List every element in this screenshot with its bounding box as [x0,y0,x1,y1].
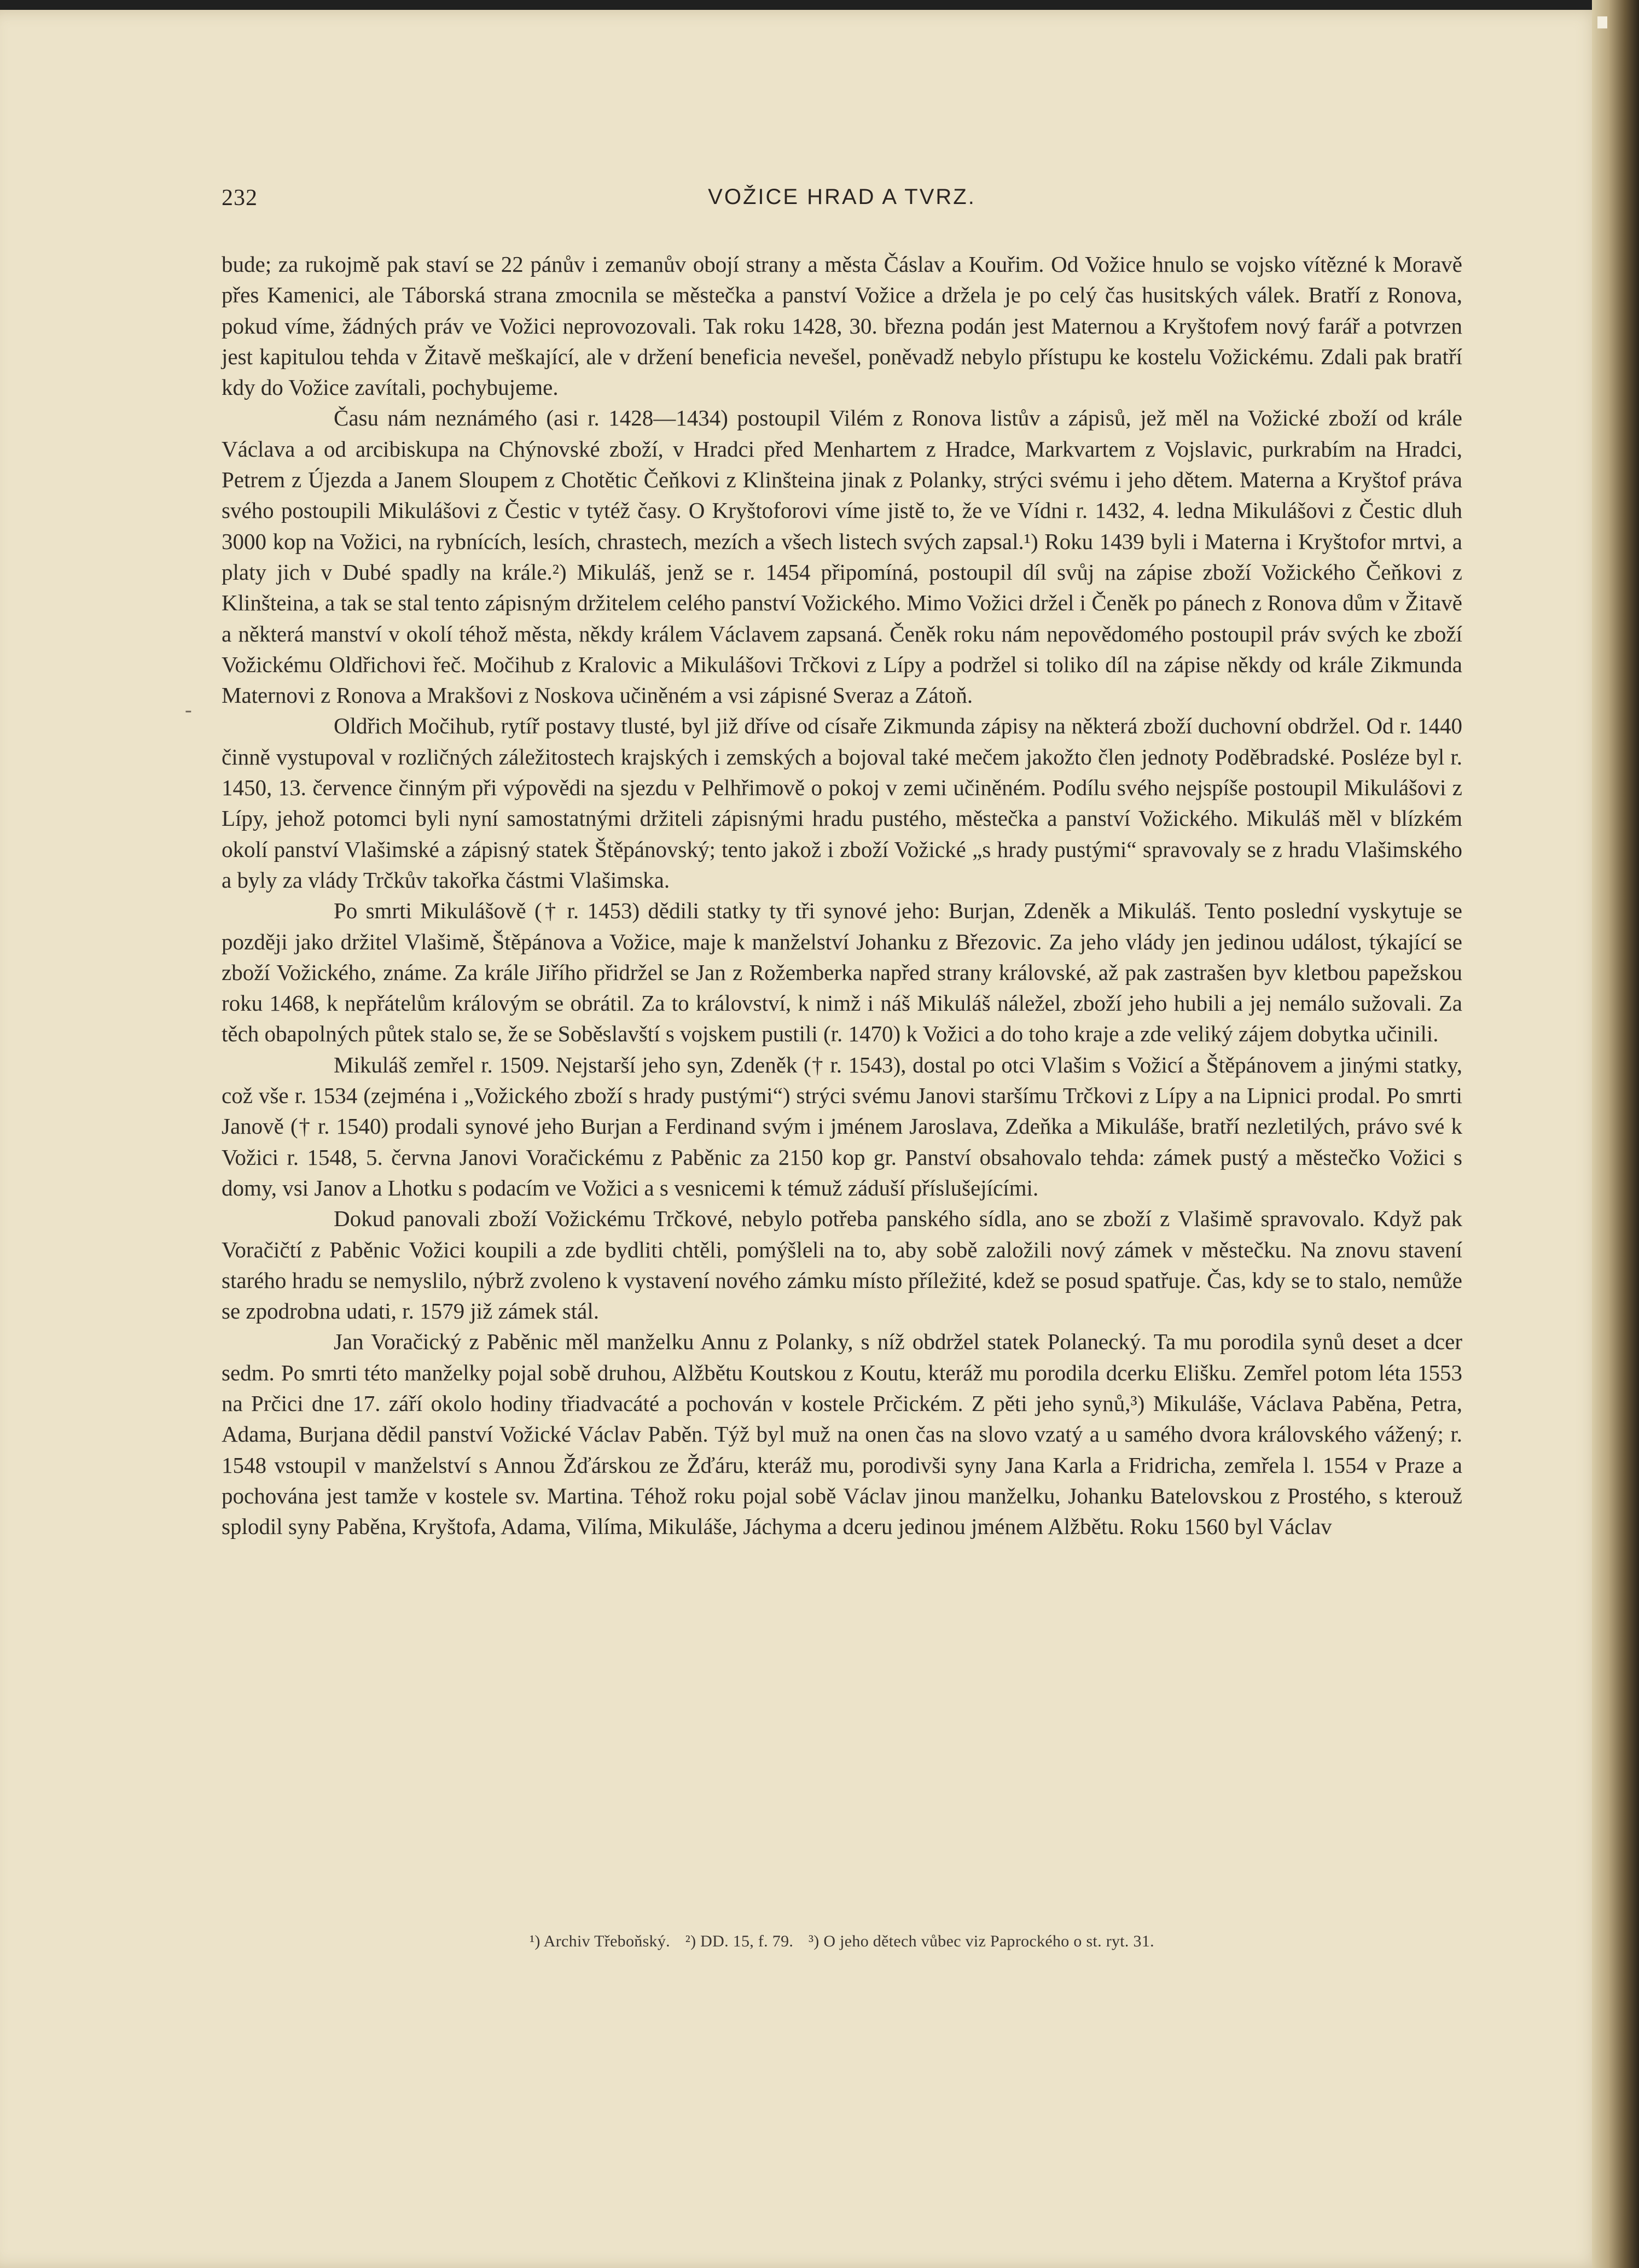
paragraph: Jan Voračický z Paběnic měl manželku Annu z Polanky, s níž obdržel statek Polanecký. Ta mu porodila synů deset a dcer sedm. Po smrti této manželky pojal sobě druhou, Alžbětu Koutskou z Koutu, kteráž mu porodila dcerku Elišku. Zemřel potom léta 1553 na Prčici dne 17. září okolo hodiny třiadvacáté a pochován v kostele Prčickém. Z pěti jeho synů,³) Mikuláše, Václava Paběna, Petra, Adama, Burjana dědil panství Vožické Václav Paběn. Týž byl muž na onen čas na slovo vzatý a u samého dvora královského vážený; r. 1548 vstoupil v manželství s Annou Žďárskou ze Žďáru, kteráž mu, porodivši syny Jana Karla a Fridricha, zemřela l. 1554 v Praze a pochována jest tamže v kostele sv. Martina. Téhož roku pojal sobě Václav jinou manželku, Johanku Batelovskou z Prostého, s kterouž splodil syny Paběna, Kryštofa, Adama, Vilíma, Mikuláše, Jáchyma a dceru jedinou jménem Alžbětu. Roku 1560 byl Václav [222,1329,1462,1540]
footnotes [222,1932,1462,1951]
footnote: ²) DD. 15, f. 79. [685,1932,794,1950]
paragraph: Dokud panovali zboží Vožickému Trčkové, nebylo potřeba panského sídla, ano se zboží z Vlašimě spravovalo. Když pak Voračičtí z Paběnic Vožici koupili a zde bydliti chtěli, pomýšleli na to, aby sobě založili nový zámek v městečku. Na znovu stavení starého hradu se nemyslilo, nýbrž zvoleno k vystavení nového zámku místo příležité, kdež se posud spatřuje. Čas, kdy se to stalo, nemůže se zpodrobna udati, r. 1579 již zámek stál. [222,1206,1462,1324]
footnote: ¹) Archiv Třeboňský. [530,1932,670,1950]
paragraph: Času nám neznámého (asi r. 1428—1434) postoupil Vilém z Ronova listův a zápisů, jež měl na Vožické zboží od krále Václava a od arcibiskupa na Chýnovské zboží, v Hradci před Menhartem z Hradce, Markvartem z Vojslavic, purkrabím na Hradci, Petrem z Újezda a Janem Sloupem z Chotětic Čeňkovi z Klinšteina jinak z Polanky, strýci svému i jeho dětem. Materna a Kryštof práva svého postoupili Mikulášovi z Čestic v tytéž časy. O Kryštoforovi víme jistě to, že ve Vídni r. 1432, 4. ledna Mikulášovi z Čestic dluh 3000 kop na Vožici, na rybnících, lesích, chrastech, mezích a všech listech svých zapsal.¹) Roku 1439 byli i Materna i Kryštofor mrtvi, a platy jich v Dubé spadly na krále.²) Mikuláš, jenž se r. 1454 připomíná, postoupil díl svůj na zápise zboží Vožického Čeňkovi z Klinšteina, a tak se stal tento zápisným držitelem celého panství Vožického. Mimo Vožici držel i Čeněk po pánech z Ronova dům v Žitavě a některá manství v okolí téhož města, někdy králem Václavem zapsaná. Čeněk roku nám nepovědomého postoupil práv svých ke zboží Vožickému Oldřichovi řeč. Močihub z Kralovic a Mikulášovi Trčkovi z Lípy a podržel si toliko díl na zápise někdy od krále Zikmunda Maternovi z Ronova a Mrakšovi z Noskova učiněném a vsi zápisné Sveraz a Zátoň. [222,405,1462,708]
running-head [222,185,1462,218]
paragraph: Mikuláš zemřel r. 1509. Nejstarší jeho syn, Zdeněk († r. 1543), dostal po otci Vlašim s Vožicí a Štěpánovem a jinými statky, což vše r. 1534 (zejména i „Vožického zboží s hrady pustými“) strýci svému Janovi staršímu Trčkovi z Lípy a na Lipnici prodal. Po smrti Janově († r. 1540) prodali synové jeho Burjan a Ferdinand svým i jménem Jaroslava, Zdeňka a Mikuláše, bratří nezletilých, právo své k Vožici r. 1548, 5. června Janovi Voračickému z Paběnic za 2150 kop gr. Panství obsahovalo tehda: zámek pustý a městečko Vožici s domy, vsi Janov a Lhotku s podacím ve Vožici a s vesnicemi k témuž záduší příslušejícími. [222,1052,1462,1200]
corner-tab [1597,16,1607,28]
paragraph: Po smrti Mikulášově († r. 1453) dědili statky ty tři synové jeho: Burjan, Zdeněk a Mikuláš. Tento poslední vyskytuje se později jako držitel Vlašimě, Štěpánova a Vožice, maje k manželství Johanku z Březovic. Za jeho vlády jen jedinou událost, týkající se zboží Vožického, známe. Za krále Jiřího přidržel se Jan z Rožemberka napřed strany královské, až pak zastrašen byv kletbou papežskou roku 1468, k nepřátelům královým se obrátil. Za to království, k nimž i náš Mikuláš náležel, zboží jeho hubili a jej nemálo sužovali. Za těch obapolných půtek stalo se, že se Soběslavští s vojskem pustili (r. 1470) k Vožici a do toho kraje a zde veliký zájem dobytka učinili. [222,898,1462,1047]
margin-mark: - [185,698,192,721]
page-title: VOŽICE HRAD A TVRZ. [708,185,976,209]
footnote: ³) O jeho dětech vůbec viz Paprockého o st. ryt. 31. [809,1932,1154,1950]
adjacent-page-edge [1592,0,1639,2268]
body-text [222,249,1462,1542]
paragraph: Oldřich Močihub, rytíř postavy tlusté, byl již dříve od císaře Zikmunda zápisy na některá zboží duchovní obdržel. Od r. 1440 činně vystupoval v rozličných záležitostech krajských i zemských a bojoval také mečem jakožto člen jednoty Poděbradské. Posléze byl r. 1450, 13. července činným při výpovědi na sjezdu v Pelhřimově o pokoj v zemi učiněném. Podílu svého nejspíše postoupil Mikulášovi z Lípy, jehož potomci byli nyní samostatnými držiteli zápisnými hradu pustého, městečka a panství Vožického. Mikuláš měl v blízkém okolí panství Vlašimské a zápisný statek Štěpánovský; tento jakož i zboží Vožické „s hrady pustými“ spravovaly se z hradu Vlašimského a byly za vlády Trčkův takořka částmi Vlašimska. [222,713,1462,893]
paragraph: bude; za rukojmě pak staví se 22 pánův i zemanův obojí strany a města Čáslav a Kouřim. Od Vožice hnulo se vojsko vítězné k Moravě přes Kamenici, ale Táborská strana zmocnila se městečka a panství Vožice a držela je po celý čas husitských válek. Bratří z Ronova, pokud víme, žádných práv ve Vožici neprovozovali. Tak roku 1428, 30. března podán jest Maternou a Kryštofem nový farář a potvrzen jest kapitulou tehda v Žitavě meškající, ale v držení beneficia nevešel, poněvadž nebylo přístupu ke kostelu Vožickému. Zdali pak bratří kdy do Vožice zavítali, pochybujeme. [222,252,1462,400]
page-number: 232 [222,185,258,211]
